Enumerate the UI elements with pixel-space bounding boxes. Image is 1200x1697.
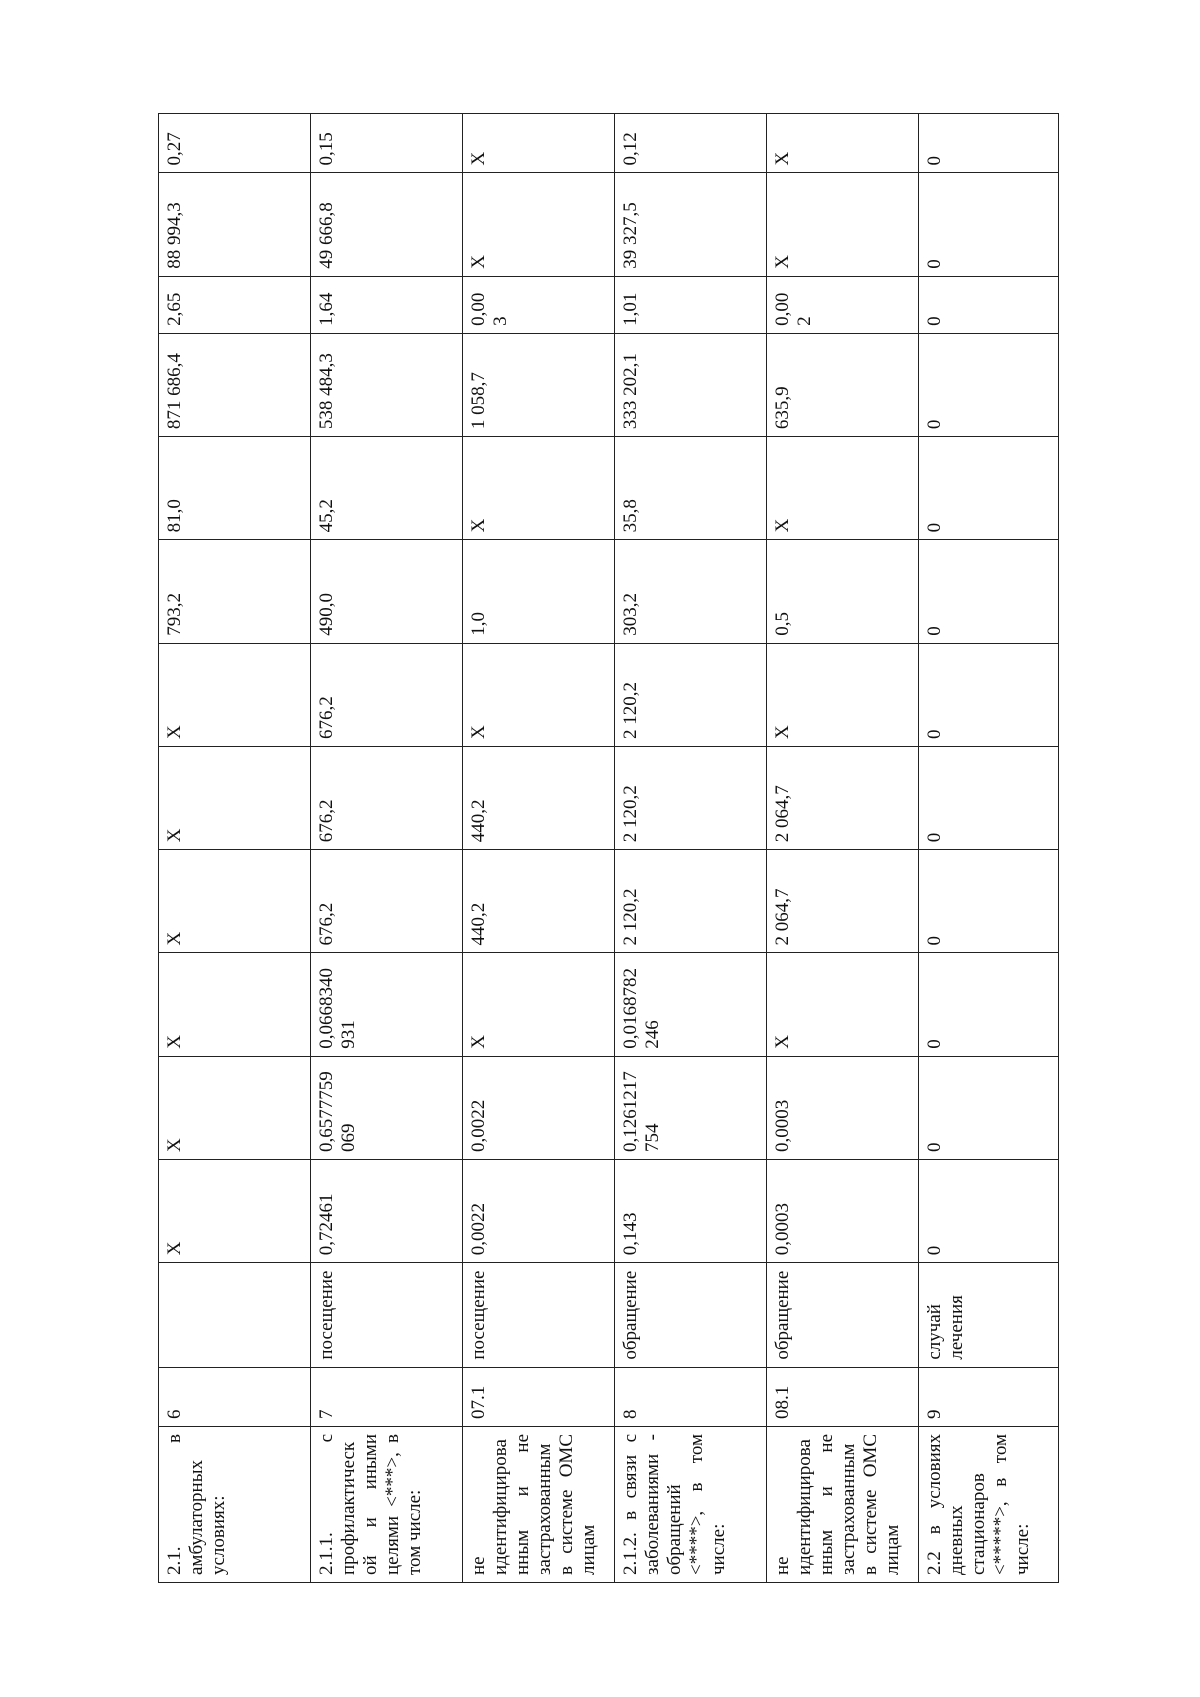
cell-c12: 0,15 xyxy=(311,114,463,174)
cell-c6: Х xyxy=(767,643,919,746)
cell-c1: 0,0003 xyxy=(767,1160,919,1263)
document-page xyxy=(158,113,1058,1583)
cell-c2: 0,0003 xyxy=(767,1056,919,1159)
row-unit: случай лечения xyxy=(919,1263,1059,1367)
cell-c11: Х xyxy=(767,173,919,276)
cell-c11: 0 xyxy=(919,173,1059,276)
cell-c5: 2 120,2 xyxy=(615,746,767,849)
cell-c3: 0,0668340931 xyxy=(311,953,463,1056)
cell-c10: 0 xyxy=(919,276,1059,333)
table-row xyxy=(311,114,463,1583)
row-name: не идентифицированным и не застрахованным в системе ОМС лицам xyxy=(463,1426,615,1582)
row-name: 2.1.2. в связи с заболеваниями - обращений <****>, в том числе: xyxy=(615,1426,767,1582)
cell-c12: Х xyxy=(463,114,615,174)
cell-c9: 0 xyxy=(919,333,1059,436)
cell-c8: Х xyxy=(767,437,919,540)
row-code: 7 xyxy=(311,1367,463,1426)
cell-c1: 0,143 xyxy=(615,1160,767,1263)
row-name: 2.1. в амбулаторных условиях: xyxy=(159,1426,311,1582)
row-unit: посещение xyxy=(311,1263,463,1367)
cell-c8: 45,2 xyxy=(311,437,463,540)
cell-c1: 0 xyxy=(919,1160,1059,1263)
cell-c4: 676,2 xyxy=(311,850,463,953)
cell-c5: 0 xyxy=(919,746,1059,849)
cell-c7: 793,2 xyxy=(159,540,311,643)
cell-c6: Х xyxy=(463,643,615,746)
cell-c9: 871 686,4 xyxy=(159,333,311,436)
row-code: 6 xyxy=(159,1367,311,1426)
cell-c6: 676,2 xyxy=(311,643,463,746)
cell-c8: 81,0 xyxy=(159,437,311,540)
cell-c4: 0 xyxy=(919,850,1059,953)
cell-c6: Х xyxy=(159,643,311,746)
cell-c8: 0 xyxy=(919,437,1059,540)
cell-c6: 0 xyxy=(919,643,1059,746)
cell-c7: 303,2 xyxy=(615,540,767,643)
cell-c4: 2 120,2 xyxy=(615,850,767,953)
cell-c1: Х xyxy=(159,1160,311,1263)
table-row xyxy=(767,114,919,1583)
cell-c9: 538 484,3 xyxy=(311,333,463,436)
cell-c1: 0,72461 xyxy=(311,1160,463,1263)
cell-c7: 490,0 xyxy=(311,540,463,643)
cell-c7: 0 xyxy=(919,540,1059,643)
cell-c11: 49 666,8 xyxy=(311,173,463,276)
row-unit xyxy=(159,1263,311,1367)
row-unit: обращение xyxy=(615,1263,767,1367)
cell-c1: 0,0022 xyxy=(463,1160,615,1263)
cell-c7: 1,0 xyxy=(463,540,615,643)
cell-c12: 0,12 xyxy=(615,114,767,174)
cell-c11: Х xyxy=(463,173,615,276)
cell-c3: Х xyxy=(159,953,311,1056)
cell-c8: 35,8 xyxy=(615,437,767,540)
cell-c5: 676,2 xyxy=(311,746,463,849)
cell-c10: 0,002 xyxy=(767,276,919,333)
cell-c3: 0,0168782246 xyxy=(615,953,767,1056)
row-code: 8 xyxy=(615,1367,767,1426)
table-row xyxy=(463,114,615,1583)
data-table xyxy=(158,113,1059,1583)
cell-c2: 0,6577759069 xyxy=(311,1056,463,1159)
row-unit: обращение xyxy=(767,1263,919,1367)
cell-c11: 88 994,3 xyxy=(159,173,311,276)
cell-c6: 2 120,2 xyxy=(615,643,767,746)
cell-c5: 2 064,7 xyxy=(767,746,919,849)
cell-c4: Х xyxy=(159,850,311,953)
rotated-table-container xyxy=(158,113,1058,1583)
row-unit: посещение xyxy=(463,1263,615,1367)
cell-c7: 0,5 xyxy=(767,540,919,643)
cell-c9: 333 202,1 xyxy=(615,333,767,436)
cell-c2: 0,1261217754 xyxy=(615,1056,767,1159)
cell-c10: 1,01 xyxy=(615,276,767,333)
table-row xyxy=(615,114,767,1583)
row-name: не идентифицированным и не застрахованным в системе ОМС лицам xyxy=(767,1426,919,1582)
cell-c12: 0,27 xyxy=(159,114,311,174)
cell-c9: 1 058,7 xyxy=(463,333,615,436)
cell-c3: 0 xyxy=(919,953,1059,1056)
cell-c9: 635,9 xyxy=(767,333,919,436)
cell-c10: 0,003 xyxy=(463,276,615,333)
cell-c2: 0 xyxy=(919,1056,1059,1159)
cell-c12: Х xyxy=(767,114,919,174)
cell-c5: 440,2 xyxy=(463,746,615,849)
row-code: 08.1 xyxy=(767,1367,919,1426)
cell-c5: Х xyxy=(159,746,311,849)
cell-c4: 2 064,7 xyxy=(767,850,919,953)
cell-c12: 0 xyxy=(919,114,1059,174)
cell-c3: Х xyxy=(463,953,615,1056)
cell-c4: 440,2 xyxy=(463,850,615,953)
row-code: 9 xyxy=(919,1367,1059,1426)
cell-c10: 1,64 xyxy=(311,276,463,333)
table-row xyxy=(919,114,1059,1583)
cell-c3: Х xyxy=(767,953,919,1056)
row-name: 2.1.1. с профилактической и иными целями <***>, в том числе: xyxy=(311,1426,463,1582)
cell-c2: Х xyxy=(159,1056,311,1159)
cell-c2: 0,0022 xyxy=(463,1056,615,1159)
row-name: 2.2 в условиях дневных стационаров <*****>, в том числе: xyxy=(919,1426,1059,1582)
cell-c8: Х xyxy=(463,437,615,540)
row-code: 07.1 xyxy=(463,1367,615,1426)
cell-c11: 39 327,5 xyxy=(615,173,767,276)
table-row xyxy=(159,114,311,1583)
cell-c10: 2,65 xyxy=(159,276,311,333)
